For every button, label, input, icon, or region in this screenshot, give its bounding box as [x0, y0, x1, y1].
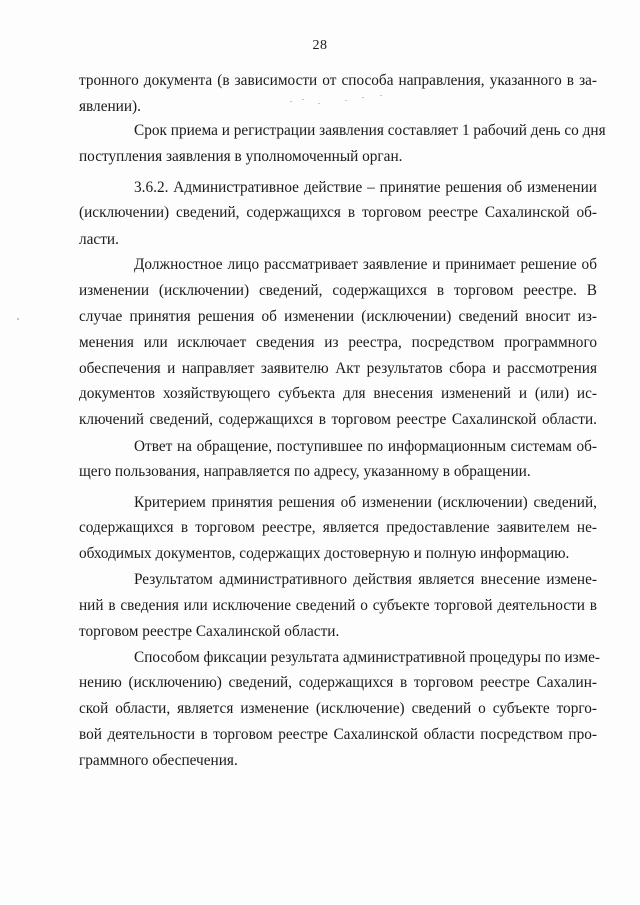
text-line: случае принятия решения об изменении (исключении) сведений вносит из- [79, 308, 597, 325]
scan-speckle [318, 103, 320, 104]
text-line: изменении (исключении) сведений, содержащихся в торговом реестре. В [79, 282, 597, 299]
text-line: Ответ на обращение, поступившее по информационным системам об- [134, 438, 597, 455]
text-line: ской области, является изменение (исключение) сведений о субъекте торго- [79, 700, 597, 717]
text-line: содержащихся в торговом реестре, является предоставление заявителем не- [79, 519, 597, 536]
section-heading-line: 3.6.2. Административное действие – принятие решения об изменении [134, 179, 597, 196]
page-number: 28 [312, 38, 328, 53]
text-line: (исключении) сведений, содержащихся в торговом реестре Сахалинской об- [79, 204, 597, 221]
scan-speckle [345, 100, 347, 101]
text-line: Критерием принятия решения об изменении (исключении) сведений, [134, 494, 597, 511]
text-line: торговом реестре Сахалинской области. [79, 623, 340, 640]
text-line: щего пользования, направляется по адресу, указанному в обращении. [79, 463, 531, 480]
scan-speckle [17, 318, 19, 320]
text-line: нению (исключению) сведений, содержащихся в торговом реестре Сахалин- [79, 674, 597, 691]
text-line: ний в сведения или исключение сведений о субъекте торговой деятельности в [79, 597, 597, 614]
text-line: ласти. [79, 231, 119, 248]
text-line: поступления заявления в уполномоченный орган. [79, 148, 403, 165]
text-line: Должностное лицо рассматривает заявление и принимает решение об [134, 256, 597, 273]
text-line: менения или исключает сведения из реестра, посредством программного [79, 334, 597, 351]
scan-speckle [362, 97, 364, 98]
text-line: Способом фиксации результата административной процедуры по изме- [134, 649, 601, 666]
text-line: тронного документа (в зависимости от способа направления, указанного в за- [79, 72, 597, 89]
text-line: обеспечения и направляет заявителю Акт результатов сбора и рассмотрения [79, 360, 597, 377]
scan-speckle [290, 101, 292, 102]
text-line: вой деятельности в торговом реестре Сахалинской области посредством про- [79, 726, 597, 743]
text-line: граммного обеспечения. [79, 752, 238, 769]
scan-speckle [380, 95, 382, 96]
scan-speckle [302, 99, 304, 100]
text-line: ключений сведений, содержащихся в торговом реестре Сахалинской области. [79, 411, 597, 428]
text-line: Результатом административного действия является внесение измене- [134, 571, 597, 588]
text-line: обходимых документов, содержащих достоверную и полную информацию. [79, 545, 570, 562]
text-line: Срок приема и регистрации заявления составляет 1 рабочий день со дня [134, 122, 606, 139]
text-line: явлении). [79, 98, 141, 115]
text-line: документов хозяйствующего субъекта для внесения изменений и (или) ис- [79, 385, 597, 402]
